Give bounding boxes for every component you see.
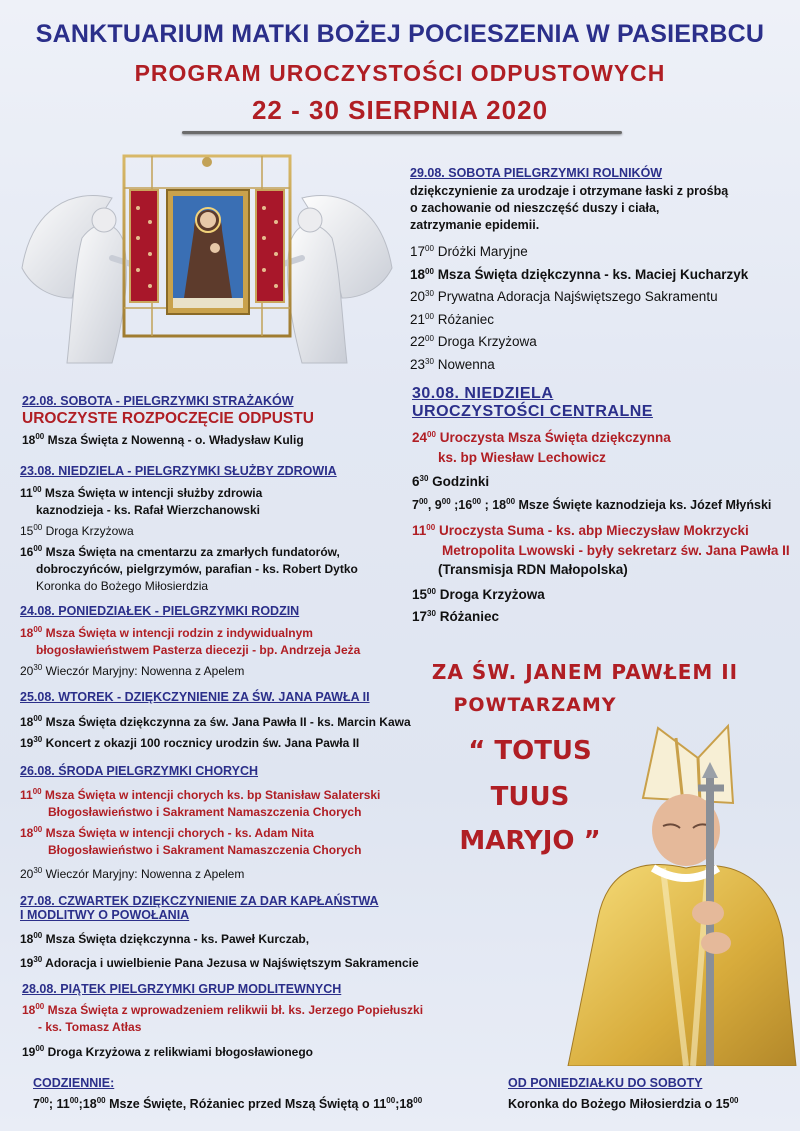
day-29-08-schedule xyxy=(410,239,798,374)
day-28-08-item-1: Msza Święta z wprowadzeniem relikwii bł. ks. Jerzego Popiełuszki xyxy=(44,1003,424,1017)
day-27-08-title-2: I MODLITWY O POWOŁANIA xyxy=(20,908,190,922)
day-27-08-item-2: Adoracja i uwielbienie Pana Jezusa w Najświętszym Sakramencie xyxy=(42,956,419,970)
weekdays-text: Koronka do Bożego Miłosierdzia o xyxy=(508,1097,716,1111)
day-27-08-title-1: 27.08. CZWARTEK DZIĘKCZYNIENIE ZA DAR KAPŁAŃSTWA xyxy=(20,894,379,908)
day-26-08-item-2: Msza Święta w intencji chorych - ks. Adam Nita xyxy=(42,826,314,840)
day-29-08-item: $17^{00}$ Dróżki Maryjne xyxy=(410,244,528,259)
day-26-08-item-2b: Błogosławieństwo i Sakrament Namaszczenia Chorych xyxy=(48,843,362,857)
time-18-00: $18^{00}$ xyxy=(22,432,45,447)
day-24-08-item-1: Msza Święta w intencji rodzin z indywidualnym xyxy=(42,626,313,640)
day-29-08-intro-1: dziękczynienie za urodzaje i otrzymane łaski z prośbą xyxy=(410,184,729,198)
day-23-08-item-3c: Koronka do Bożego Miłosierdzia xyxy=(36,579,209,593)
jp2-line-2: POWTARZAMY xyxy=(453,694,617,716)
day-24-08-section: 24.08. PONIEDZIAŁEK - PIELGRZYMKI RODZIN $18^{00}$ Msza Święta w intencji rodzin z indywidualnym błogosławieństwem Pasterza diecezji - bp. Andrzeja Jeża $20^{30}$ Wieczór Maryjny: Nowenna z Apelem xyxy=(20,604,405,680)
program-title: PROGRAM UROCZYSTOŚCI ODPUSTOWYCH xyxy=(134,60,666,86)
day-25-08-section: 25.08. WTOREK - DZIĘKCZYNIENIE ZA ŚW. JANA PAWŁA II $18^{00}$ Msza Święta dziękczynna za św. Jana Pawła II - ks. Marcin Kawa $19^{30}$ Koncert z okazji 100 rocznicy urodzin św. Jana Pawła II xyxy=(20,690,411,750)
motto-tuus: TUUS xyxy=(490,782,570,812)
day-25-08-title: 25.08. WTOREK - DZIĘKCZYNIENIE ZA ŚW. JANA PAWŁA II xyxy=(20,690,370,704)
day-29-08-section xyxy=(410,166,798,374)
day-28-08-item-1b: - ks. Tomasz Atłas xyxy=(38,1020,142,1034)
day-24-08-title: 24.08. PONIEDZIAŁEK - PIELGRZYMKI RODZIN xyxy=(20,604,300,618)
day-28-08-item-2: Droga Krzyżowa z relikwiami błogosławionego xyxy=(44,1045,313,1059)
day-22-08-section xyxy=(22,394,402,449)
day-22-08-title: 22.08. SOBOTA - PIELGRZYMKI STRAŻAKÓW xyxy=(22,394,294,408)
day-27-08-item-1: Msza Święta dziękczynna - ks. Paweł Kurczab, xyxy=(42,932,310,946)
day-30-08-item-1: Uroczysta Msza Święta dziękczynna xyxy=(435,430,671,445)
daily-section: CODZIENNIE: $7^{00}$; $11^{00};18^{00}$ Msze Święte, Różaniec przed Mszą Świętą o $11^{00};18^{00}$ xyxy=(33,1076,503,1111)
day-26-08-item-3: Wieczór Maryjny: Nowenna z Apelem xyxy=(42,867,245,881)
day-30-08-section: 30.08. NIEDZIELA UROCZYSTOŚCI CENTRALNE $24^{00}$ Uroczysta Msza Święta dziękczynna ks. bp Wiesław Lechowicz $6^{30}$ Godzinki $7^{00}$, $9^{00}$ $;16^{00}$ ; $18^{00}$ Msze Święte kaznodzieja ks. Józef Młyński $11^{00}$ Uroczysta Suma - ks. abp Mieczysław Mokrzycki Metropolita Lwowski - były sekretarz św. Jana Pawła II (Transmisja RDN Małopolska) $15^{00}$ Droga Krzyżowa $17^{30}$ Różaniec xyxy=(412,385,798,627)
day-23-08-section: 23.08. NIEDZIELA - PIELGRZYMKI SŁUŻBY ZDROWIA $11^{00}$ Msza Święta w intencji służby zdrowia kaznodzieja - ks. Rafał Wierzchanowski $15^{00}$ Droga Krzyżowa $16^{00}$ Msza Święta na cmentarzu za zmarłych fundatorów, dobroczyńców, pielgrzymów, parafian - ks. Robert Dytko Koronka do Bożego Miłosierdzia xyxy=(20,464,405,595)
day-30-08-title-1: 30.08. NIEDZIELA xyxy=(412,385,554,402)
day-29-08-item: $22^{00}$ Droga Krzyżowa xyxy=(410,334,537,349)
day-30-08-item-4: Uroczysta Suma - ks. abp Mieczysław Mokrzycki xyxy=(435,523,749,538)
weekdays-title: OD PONIEDZIAŁKU DO SOBOTY xyxy=(508,1076,703,1090)
day-23-08-item-2: Droga Krzyżowa xyxy=(42,524,134,538)
day-28-08-section: 28.08. PIĄTEK PIELGRZYMKI GRUP MODLITEWNYCH $18^{00}$ Msza Święta z wprowadzeniem relikwii bł. ks. Jerzego Popiełuszki - ks. Tomasz Atłas $19^{00}$ Droga Krzyżowa z relikwiami błogosławionego xyxy=(22,982,562,1061)
shrine-angels-image xyxy=(12,148,402,370)
day-26-08-item-1: Msza Święta w intencji chorych ks. bp Stanisław Salaterski xyxy=(41,788,381,802)
day-30-08-title-2: UROCZYSTOŚCI CENTRALNE xyxy=(412,403,653,420)
header-divider xyxy=(182,131,622,134)
pope-john-paul-ii-image xyxy=(558,718,798,1066)
weekdays-section: OD PONIEDZIAŁKU DO SOBOTY Koronka do Bożego Miłosierdzia o $15^{00}$ xyxy=(508,1076,798,1111)
day-30-08-item-4c: (Transmisja RDN Małopolska) xyxy=(438,562,628,577)
day-29-08-item: $20^{30}$ Prywatna Adoracja Najświętszego Sakramentu xyxy=(410,289,718,304)
day-25-08-item-2: Koncert z okazji 100 rocznicy urodzin św. Jana Pawła II xyxy=(42,736,360,750)
day-29-08-item: $21^{00}$ Różaniec xyxy=(410,311,494,327)
daily-title: CODZIENNIE: xyxy=(33,1076,115,1090)
day-23-08-title: 23.08. NIEDZIELA - PIELGRZYMKI SŁUŻBY ZDROWIA xyxy=(20,464,337,478)
day-23-08-item-3: Msza Święta na cmentarzu za zmarłych fundatorów, xyxy=(42,545,340,559)
day-24-08-item-1b: błogosławieństwem Pasterza diecezji - bp. Andrzeja Jeża xyxy=(36,643,361,657)
opening-highlight: UROCZYSTE ROZPOCZĘCIE ODPUSTU xyxy=(22,410,314,427)
day-24-08-item-2: Wieczór Maryjny: Nowenna z Apelem xyxy=(42,664,245,678)
day-30-08-item-2: Godzinki xyxy=(428,474,490,489)
day-27-08-section: 27.08. CZWARTEK DZIĘKCZYNIENIE ZA DAR KAPŁAŃSTWA I MODLITWY O POWOŁANIA $18^{00}$ Msza Święta dziękczynna - ks. Paweł Kurczab, $19^{30}$ Adoracja i uwielbienie Pana Jezusa w Najświętszym Sakramencie xyxy=(20,894,560,972)
daily-text: Msze Święte, Różaniec przed Mszą Świętą o xyxy=(105,1097,374,1111)
day-23-08-item-3b: dobroczyńców, pielgrzymów, parafian - ks. Robert Dytko xyxy=(36,562,358,576)
day-29-08-item: $23^{30}$ Nowenna xyxy=(410,356,495,372)
day-26-08-title: 26.08. ŚRODA PIELGRZYMKI CHORYCH xyxy=(20,764,259,778)
motto-totus: “ TOTUS xyxy=(468,736,592,766)
program-dates: 22 - 30 SIERPNIA 2020 xyxy=(251,95,549,125)
day-30-08-item-5: Droga Krzyżowa xyxy=(435,586,545,602)
day-22-08-item-1: Msza Święta z Nowenną - o. Władysław Kulig xyxy=(44,433,304,447)
day-29-08-intro-2: o zachowanie od nieszczęść duszy i ciała, xyxy=(410,201,660,215)
day-23-08-item-1: Msza Święta w intencji służby zdrowia xyxy=(41,486,263,500)
day-23-08-item-1b: kaznodzieja - ks. Rafał Wierzchanowski xyxy=(36,503,260,517)
day-26-08-item-1b: Błogosławieństwo i Sakrament Namaszczenia Chorych xyxy=(48,805,362,819)
day-26-08-section: 26.08. ŚRODA PIELGRZYMKI CHORYCH $11^{00}$ Msza Święta w intencji chorych ks. bp Stanisław Salaterski Błogosławieństwo i Sakrament Namaszczenia Chorych $18^{00}$ Msza Święta w intencji chorych - ks. Adam Nita Błogosławieństwo i Sakrament Namaszczenia Chorych $20^{30}$ Wieczór Maryjny: Nowenna z Apelem xyxy=(20,764,405,883)
day-30-08-item-1b: ks. bp Wiesław Lechowicz xyxy=(438,449,606,465)
sanctuary-title: SANKTUARIUM MATKI BOŻEJ POCIESZENIA W PASIERBCU xyxy=(35,20,765,48)
motto-maryjo: MARYJO ” xyxy=(459,826,601,856)
day-30-08-item-3: Msze Święte kaznodzieja ks. Józef Młyński xyxy=(515,497,772,512)
day-25-08-item-1: Msza Święta dziękczynna za św. Jana Pawła II - ks. Marcin Kawa xyxy=(42,715,411,729)
jp2-line-1: ZA ŚW. JANEM PAWŁEM II xyxy=(431,660,739,684)
day-30-08-item-6: Różaniec xyxy=(435,609,499,624)
day-30-08-item-4b: Metropolita Lwowski - były sekretarz św. Jana Pawła II xyxy=(442,542,790,558)
day-29-08-item: $18^{00}$ Msza Święta dziękczynna - ks. Maciej Kucharzyk xyxy=(410,266,749,282)
day-28-08-title: 28.08. PIĄTEK PIELGRZYMKI GRUP MODLITEWNYCH xyxy=(22,982,342,996)
day-29-08-intro-3: zatrzymanie epidemii. xyxy=(410,218,540,232)
day-29-08-title: 29.08. SOBOTA PIELGRZYMKI ROLNIKÓW xyxy=(410,166,663,180)
